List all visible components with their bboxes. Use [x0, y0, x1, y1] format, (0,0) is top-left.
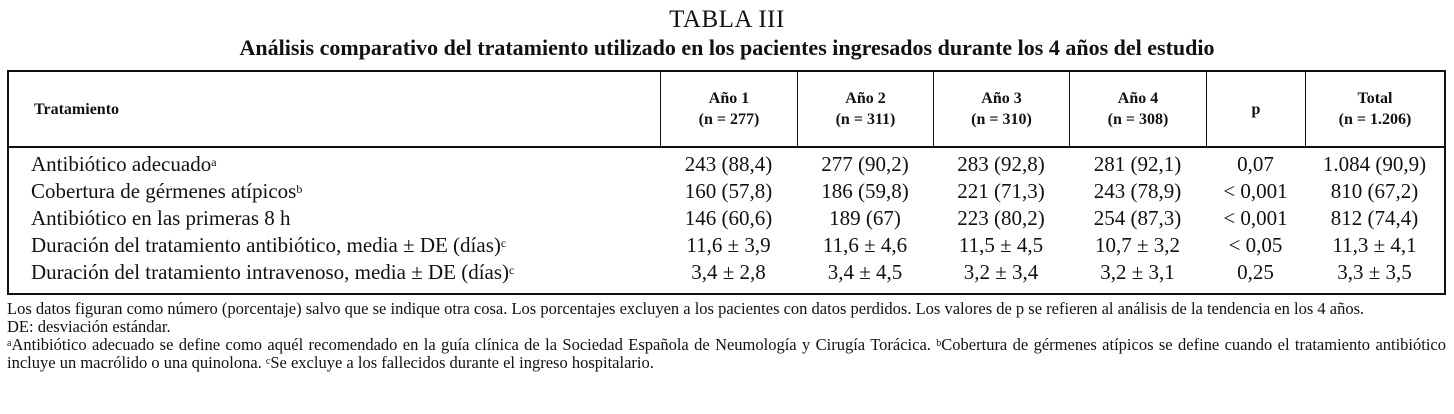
- footnote-b: Cobertura de gérmenes atípicos se define cuando el tratamiento antibiótico incluye un macrólido o una quinolona.: [7, 335, 1447, 372]
- abbreviation-note: DE: desviación estándar.: [7, 317, 171, 336]
- column-header-ano-3: [933, 72, 1069, 146]
- cell-ano-4: 3,2 ± 3,1: [1100, 260, 1175, 284]
- footnote-mark: c: [509, 263, 515, 277]
- table-title: Análisis comparativo del tratamiento utilizado en los pacientes ingresados durante los 4 años del estudio: [239, 35, 1215, 60]
- cell-total: 3,3 ± 3,5: [1337, 260, 1412, 284]
- cell-ano-4: 243 (78,9): [1093, 179, 1182, 203]
- cell-ano-4: 281 (92,1): [1093, 152, 1182, 176]
- table-row: [9, 178, 1444, 205]
- cell-ano-1: 160 (57,8): [684, 179, 773, 203]
- cell-ano-4: 254 (87,3): [1093, 206, 1182, 230]
- cell-total: 810 (67,2): [1330, 179, 1419, 203]
- cell-ano-4: 10,7 ± 3,2: [1094, 233, 1181, 257]
- footnote-mark: c: [265, 356, 271, 367]
- data-table: [7, 70, 1446, 295]
- cell-p: 0,25: [1237, 260, 1274, 284]
- column-header-title: Tratamiento: [34, 100, 120, 118]
- column-header-tratamiento: [9, 72, 660, 146]
- cell-ano-1: 243 (88,4): [684, 152, 773, 176]
- column-header-total: [1305, 72, 1444, 146]
- cell-ano-3: 221 (71,3): [957, 179, 1045, 203]
- footnote-mark: c: [500, 236, 507, 250]
- column-header-title: Año 1: [708, 90, 750, 107]
- table-body: [9, 151, 1444, 286]
- table-row: [9, 259, 1444, 286]
- column-header-title: Año 3: [981, 90, 1022, 107]
- cell-ano-2: 277 (90,2): [821, 152, 909, 176]
- cell-p: < 0,001: [1223, 179, 1288, 203]
- cell-p: < 0,05: [1228, 233, 1283, 257]
- table-header: [9, 72, 1444, 148]
- cell-p: 0,07: [1237, 152, 1274, 176]
- table-number: TABLA III: [669, 6, 785, 33]
- cell-total: 1.084 (90,9): [1322, 152, 1427, 176]
- column-header-subtitle: (n = 311): [835, 111, 896, 128]
- footnotes: [7, 336, 1446, 372]
- column-header-title: Año 4: [1117, 90, 1159, 107]
- cell-p: < 0,001: [1223, 206, 1288, 230]
- cell-ano-3: 11,5 ± 4,5: [958, 233, 1044, 257]
- row-label: Duración del tratamiento intravenoso, media ± DE (días)$^c$: [31, 260, 515, 284]
- cell-ano-1: 146 (60,6): [684, 206, 773, 230]
- footnote-c: Se excluye a los fallecidos durante el ingreso hospitalario.: [270, 353, 654, 372]
- column-header-subtitle: (n = 310): [971, 111, 1032, 128]
- row-label: Antibiótico en las primeras 8 h: [31, 206, 291, 230]
- cell-ano-3: 3,2 ± 3,4: [963, 260, 1039, 284]
- cell-ano-1: 3,4 ± 2,8: [691, 260, 766, 284]
- column-header-ano-4: [1069, 72, 1206, 146]
- footnote-mark: b: [296, 182, 303, 196]
- cell-ano-3: 223 (80,2): [957, 206, 1045, 230]
- footnote-a: Antibiótico adecuado se define como aquél recomendado en la guía clínica de la Sociedad Española de Neumología y Cirugía Torácica.: [11, 335, 931, 354]
- cell-ano-2: 189 (67): [829, 206, 901, 230]
- column-header-title: p: [1251, 100, 1261, 118]
- column-header-title: Total: [1357, 90, 1393, 107]
- table-notes: [7, 300, 1446, 372]
- footnote-mark: b: [936, 338, 942, 349]
- cell-ano-2: 11,6 ± 4,6: [822, 233, 908, 257]
- row-label: Antibiótico adecuado$^a$: [31, 152, 217, 176]
- column-header-subtitle: (n = 1.206): [1338, 111, 1412, 128]
- column-header-subtitle: (n = 277): [698, 111, 760, 128]
- row-label: Duración del tratamiento antibiótico, media ± DE (días)$^c$: [31, 233, 507, 257]
- general-note: Los datos figuran como número (porcentaje) salvo que se indique otra cosa. Los porcentajes excluyen a los pacientes con datos perdidos. Los valores de p se refieren al análisis de la tendencia en los 4 años.: [7, 299, 1365, 318]
- column-header-title: Año 2: [845, 90, 886, 107]
- cell-ano-1: 11,6 ± 3,9: [686, 233, 771, 257]
- column-header-subtitle: (n = 308): [1107, 111, 1169, 128]
- column-header-p: [1206, 72, 1305, 146]
- column-header-ano-1: [660, 72, 797, 146]
- cell-total: 812 (74,4): [1330, 206, 1419, 230]
- table-row: [9, 151, 1444, 178]
- cell-total: 11,3 ± 4,1: [1332, 233, 1417, 257]
- table-row: [9, 205, 1444, 232]
- table-row: [9, 232, 1444, 259]
- footnote-mark: a: [7, 338, 12, 349]
- cell-ano-2: 186 (59,8): [821, 179, 909, 203]
- cell-ano-2: 3,4 ± 4,5: [827, 260, 903, 284]
- column-header-ano-2: [797, 72, 933, 146]
- cell-ano-3: 283 (92,8): [957, 152, 1045, 176]
- row-label: Cobertura de gérmenes atípicos$^b$: [31, 179, 303, 203]
- footnote-mark: a: [211, 155, 217, 169]
